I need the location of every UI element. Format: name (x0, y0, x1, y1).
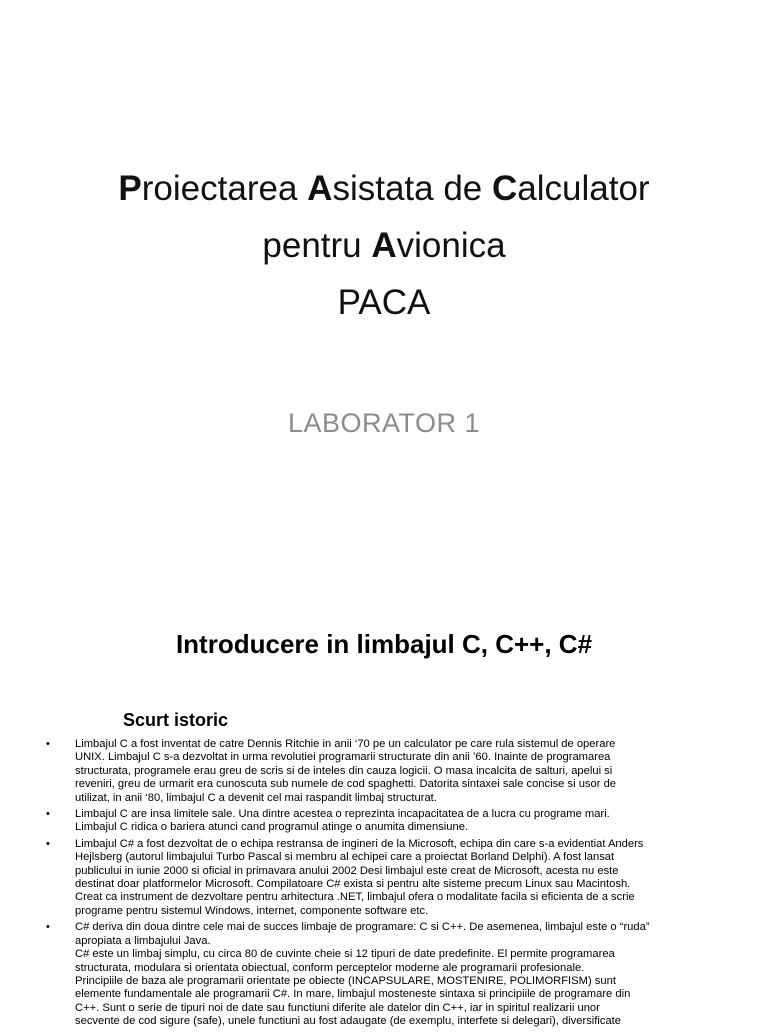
bullet-text-line: utilizat, in anii ‘80, limbajul C a devenit cel mai raspandit limbaj structurat. (75, 791, 437, 804)
bullet-text-line: Limbajul C are insa limitele sale. Una dintre acestea o reprezinta incapacitatea de a lucra cu programe mari. (75, 808, 610, 821)
bullet-text-line: apropiata a limbajului Java. (75, 934, 211, 947)
bullet-text-line: C# deriva din doua dintre cele mai de succes limbaje de programare: C si C++. De asemenea, limbajul este o “ruda” (75, 921, 650, 934)
title-text: vionica (396, 226, 506, 265)
title-text: pentru (262, 226, 372, 265)
bullet-item (46, 838, 736, 918)
title-line-2 (0, 217, 768, 274)
bullet-text-line: C# este un limbaj simplu, cu circa 80 de cuvinte cheie si 12 tipuri de date predefinite. El permite programarea (75, 948, 615, 961)
bullet-text-line: Hejlsberg (autorul limbajului Turbo Pascal si membru al echipei care a proiectat Borland Delphi). A fost lansat (75, 851, 615, 864)
section-title: Introducere in limbajul C, C++, C# (175, 629, 593, 659)
bullet-text-line: publicului in iunie 2000 si oficial in primavara anului 2002 Desi limbajul este creat de Microsoft, acesta nu este (75, 864, 619, 877)
title-text: roiectarea (141, 169, 308, 208)
title-initial: A (307, 169, 333, 208)
bullet-dot-icon: • (46, 837, 50, 850)
bullet-text-line: structurata, modulara si orientata obiectual, conform perceptelor moderne ale programarii profesionale. (75, 961, 585, 974)
title-text: alculator (517, 169, 650, 208)
bullet-text-line: programe pentru sistemul Windows, internet, componente software etc. (75, 904, 429, 917)
subtitle: LABORATOR 1 (287, 408, 481, 438)
title-line-3 (0, 274, 768, 331)
bullet-text-line: structurata, programele erau greu de scris si de inteles din cauza logicii. O masa incalcita de salturi, apelui si (75, 764, 613, 777)
title-initial: A (371, 226, 397, 265)
bullet-text-line: Principiile de baza ale programarii orientate pe obiecte (INCAPSULARE, MOSTENIRE, POLIMORFISM) sunt (75, 974, 616, 987)
bullet-text-line: Limbajul C# a fost dezvoltat de o echipa restransa de ingineri de la Microsoft, echipa din care s-a evidentiat Anders (75, 837, 644, 850)
bullet-text-line: C++. Sunt o serie de tipuri noi de date sau functiuni diferite ale datelor din C++, iar in spiritul realizarii unor (75, 1001, 600, 1014)
subsection-title: Scurt istoric (123, 710, 229, 730)
bullet-dot-icon: • (46, 921, 50, 934)
bullet-dot-icon: • (46, 808, 50, 821)
bullet-text-line: elemente fundamentale ale programarii C#. In mare, limbajul mosteneste sintaxa si principiile de programare din (75, 988, 631, 1001)
bullet-item (46, 808, 736, 835)
bullet-text-line: Limbajul C ridica o bariera atunci cand programul atinge o anumita dimensiune. (75, 821, 469, 834)
title-text: PACA (337, 283, 431, 322)
title-initial: C (491, 169, 518, 208)
document-title (0, 160, 768, 331)
bullet-item (46, 921, 736, 1028)
bullet-list (46, 738, 736, 1032)
bullet-dot-icon: • (46, 738, 50, 750)
bullet-item (46, 738, 736, 805)
title-initial: P (118, 169, 142, 208)
bullet-text-line: Limbajul C a fost inventat de catre Dennis Ritchie in anii ‘70 pe un calculator pe care rula sistemul de operare (75, 738, 616, 750)
bullet-text-line: destinat doar platformelor Microsoft. Compilatoare C# exista si pentru alte sisteme precum Linux sau Macintosh. (75, 878, 631, 891)
bullet-text-line: Creat ca instrument de dezvoltare pentru arhitectura .NET, limbajul ofera o modalitate facila si eficienta de a scrie (75, 891, 635, 904)
bullet-text-line: reveniri, greu de urmarit era cunoscuta sub numele de cod spaghetti. Datorita sintaxei sale concise si usor de (75, 778, 617, 791)
title-text: sistata de (332, 169, 492, 208)
title-line-1 (0, 160, 768, 217)
bullet-text-line: secvente de cod sigure (safe), unele functiuni au fost adaugate (de exemplu, interfete si delegari), diversificate (75, 1015, 622, 1028)
bullet-text-line: UNIX. Limbajul C s-a dezvoltat in urma revolutiei programarii structurate din anii ’60. Inainte de programarea (75, 751, 611, 764)
